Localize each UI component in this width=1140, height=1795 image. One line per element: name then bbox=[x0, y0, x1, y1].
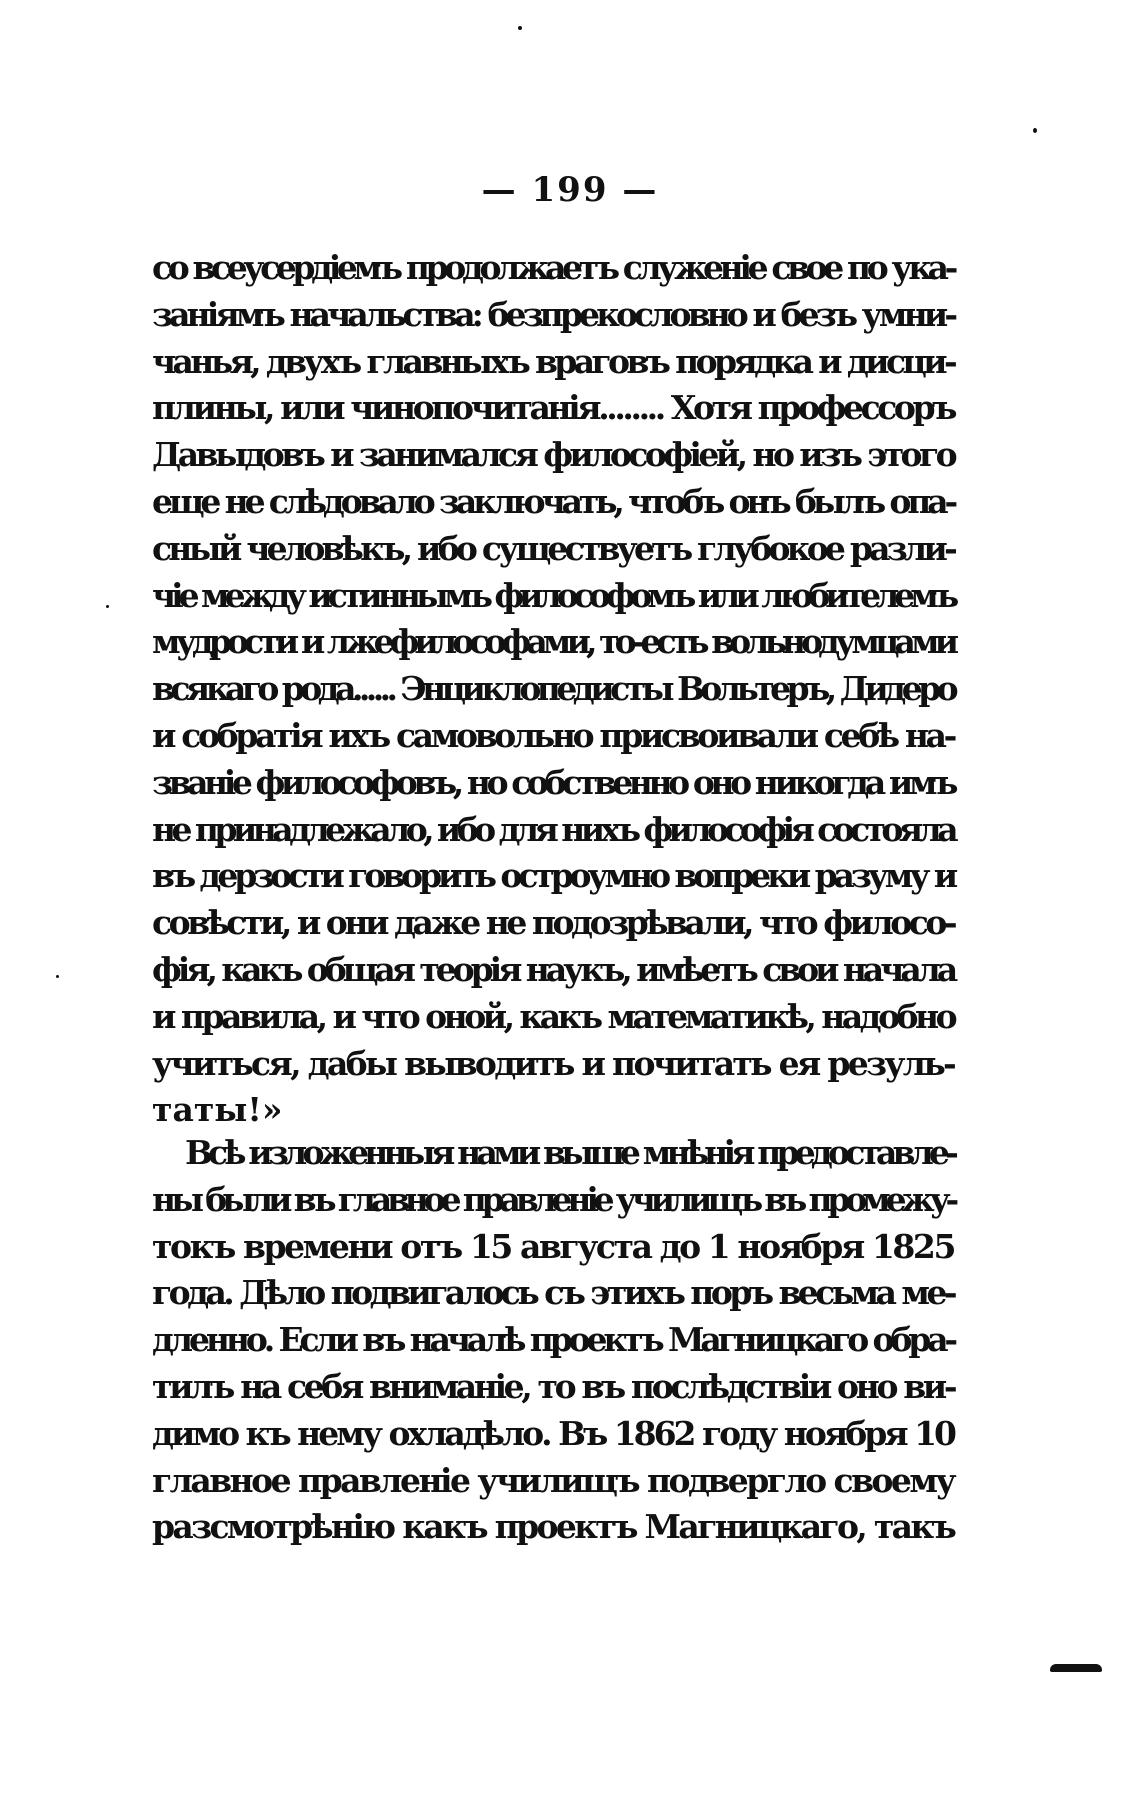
text-line: заніямъ начальства: безпрекословно и безъ умни- bbox=[152, 294, 955, 334]
text-line: ны были въ главное правленіе училищъ въ промежу- bbox=[152, 1179, 954, 1219]
text-line: разсмотрѣнію какъ проектъ Магницкаго, такъ bbox=[152, 1507, 955, 1547]
text-line: чіе между истиннымъ философомъ или любителемъ bbox=[152, 575, 955, 615]
text-line: токъ времени отъ 15 августа до 1 ноября 1825 bbox=[152, 1226, 954, 1266]
text-line: мудрости и лжефилософами, то-есть вольнодумцами bbox=[152, 622, 955, 662]
text-line: Давыдовъ и занимался философіей, но изъ этого bbox=[152, 435, 954, 475]
paragraph bbox=[152, 1130, 954, 1551]
text-line: Всѣ изложенныя нами выше мнѣнія предоставле- bbox=[185, 1133, 954, 1172]
text-line: сный человѣкъ, ибо существуетъ глубокое разли- bbox=[152, 528, 954, 568]
text-line: чанья, двухъ главныхъ враговъ порядка и дисци- bbox=[152, 341, 954, 381]
text-line: димо къ нему охладѣло. Въ 1862 году ноября 10 bbox=[152, 1413, 954, 1453]
text-line: учиться, дабы выводить и почитать ея резуль- bbox=[152, 1043, 954, 1083]
ink-speck bbox=[56, 975, 59, 978]
text-line: въ дерзости говорить остроумно вопреки разуму и bbox=[152, 856, 955, 896]
text-line: фія, какъ общая теорія наукъ, имѣетъ свои начала bbox=[152, 949, 955, 989]
text-line: года. Дѣло подвигалось съ этихъ поръ весьма ме- bbox=[152, 1273, 954, 1313]
page-number: — 199 — bbox=[481, 170, 659, 210]
text-line: еще не слѣдовало заключать, чтобъ онъ былъ опа- bbox=[152, 481, 954, 521]
text-line: таты!» bbox=[152, 1090, 283, 1130]
text-line: главное правленіе училищъ подвергло своему bbox=[152, 1460, 954, 1500]
ink-speck bbox=[518, 26, 522, 30]
text-line: плины, или чинопочитанія........ Хотя профессоръ bbox=[152, 388, 955, 428]
paragraph-continuation bbox=[152, 245, 954, 1134]
text-line: дленно. Если въ началѣ проектъ Магницкаго обра- bbox=[152, 1320, 954, 1360]
ink-speck bbox=[1033, 128, 1037, 133]
text-line: званіе философовъ, но собственно оно никогда имъ bbox=[152, 762, 954, 802]
text-line: тилъ на себя вниманіе, то въ послѣдствіи оно ви- bbox=[152, 1366, 955, 1406]
ink-speck bbox=[106, 605, 109, 608]
text-line: не принадлежало, ибо для нихъ философія состояла bbox=[152, 809, 954, 849]
text-line: и собратія ихъ самовольно присвоивали себѣ на- bbox=[152, 715, 954, 755]
ink-smudge bbox=[1050, 1664, 1102, 1672]
text-line: и правила, и что оной, какъ математикѣ, надобно bbox=[152, 996, 955, 1036]
text-line: всякаго рода...... Энциклопедисты Вольтеръ, Дидеро bbox=[152, 669, 955, 709]
text-line: совѣсти, и они даже не подозрѣвали, что филосо- bbox=[152, 903, 955, 943]
text-line: со всеусердіемъ продолжаетъ служеніе свое по ука- bbox=[152, 248, 954, 287]
